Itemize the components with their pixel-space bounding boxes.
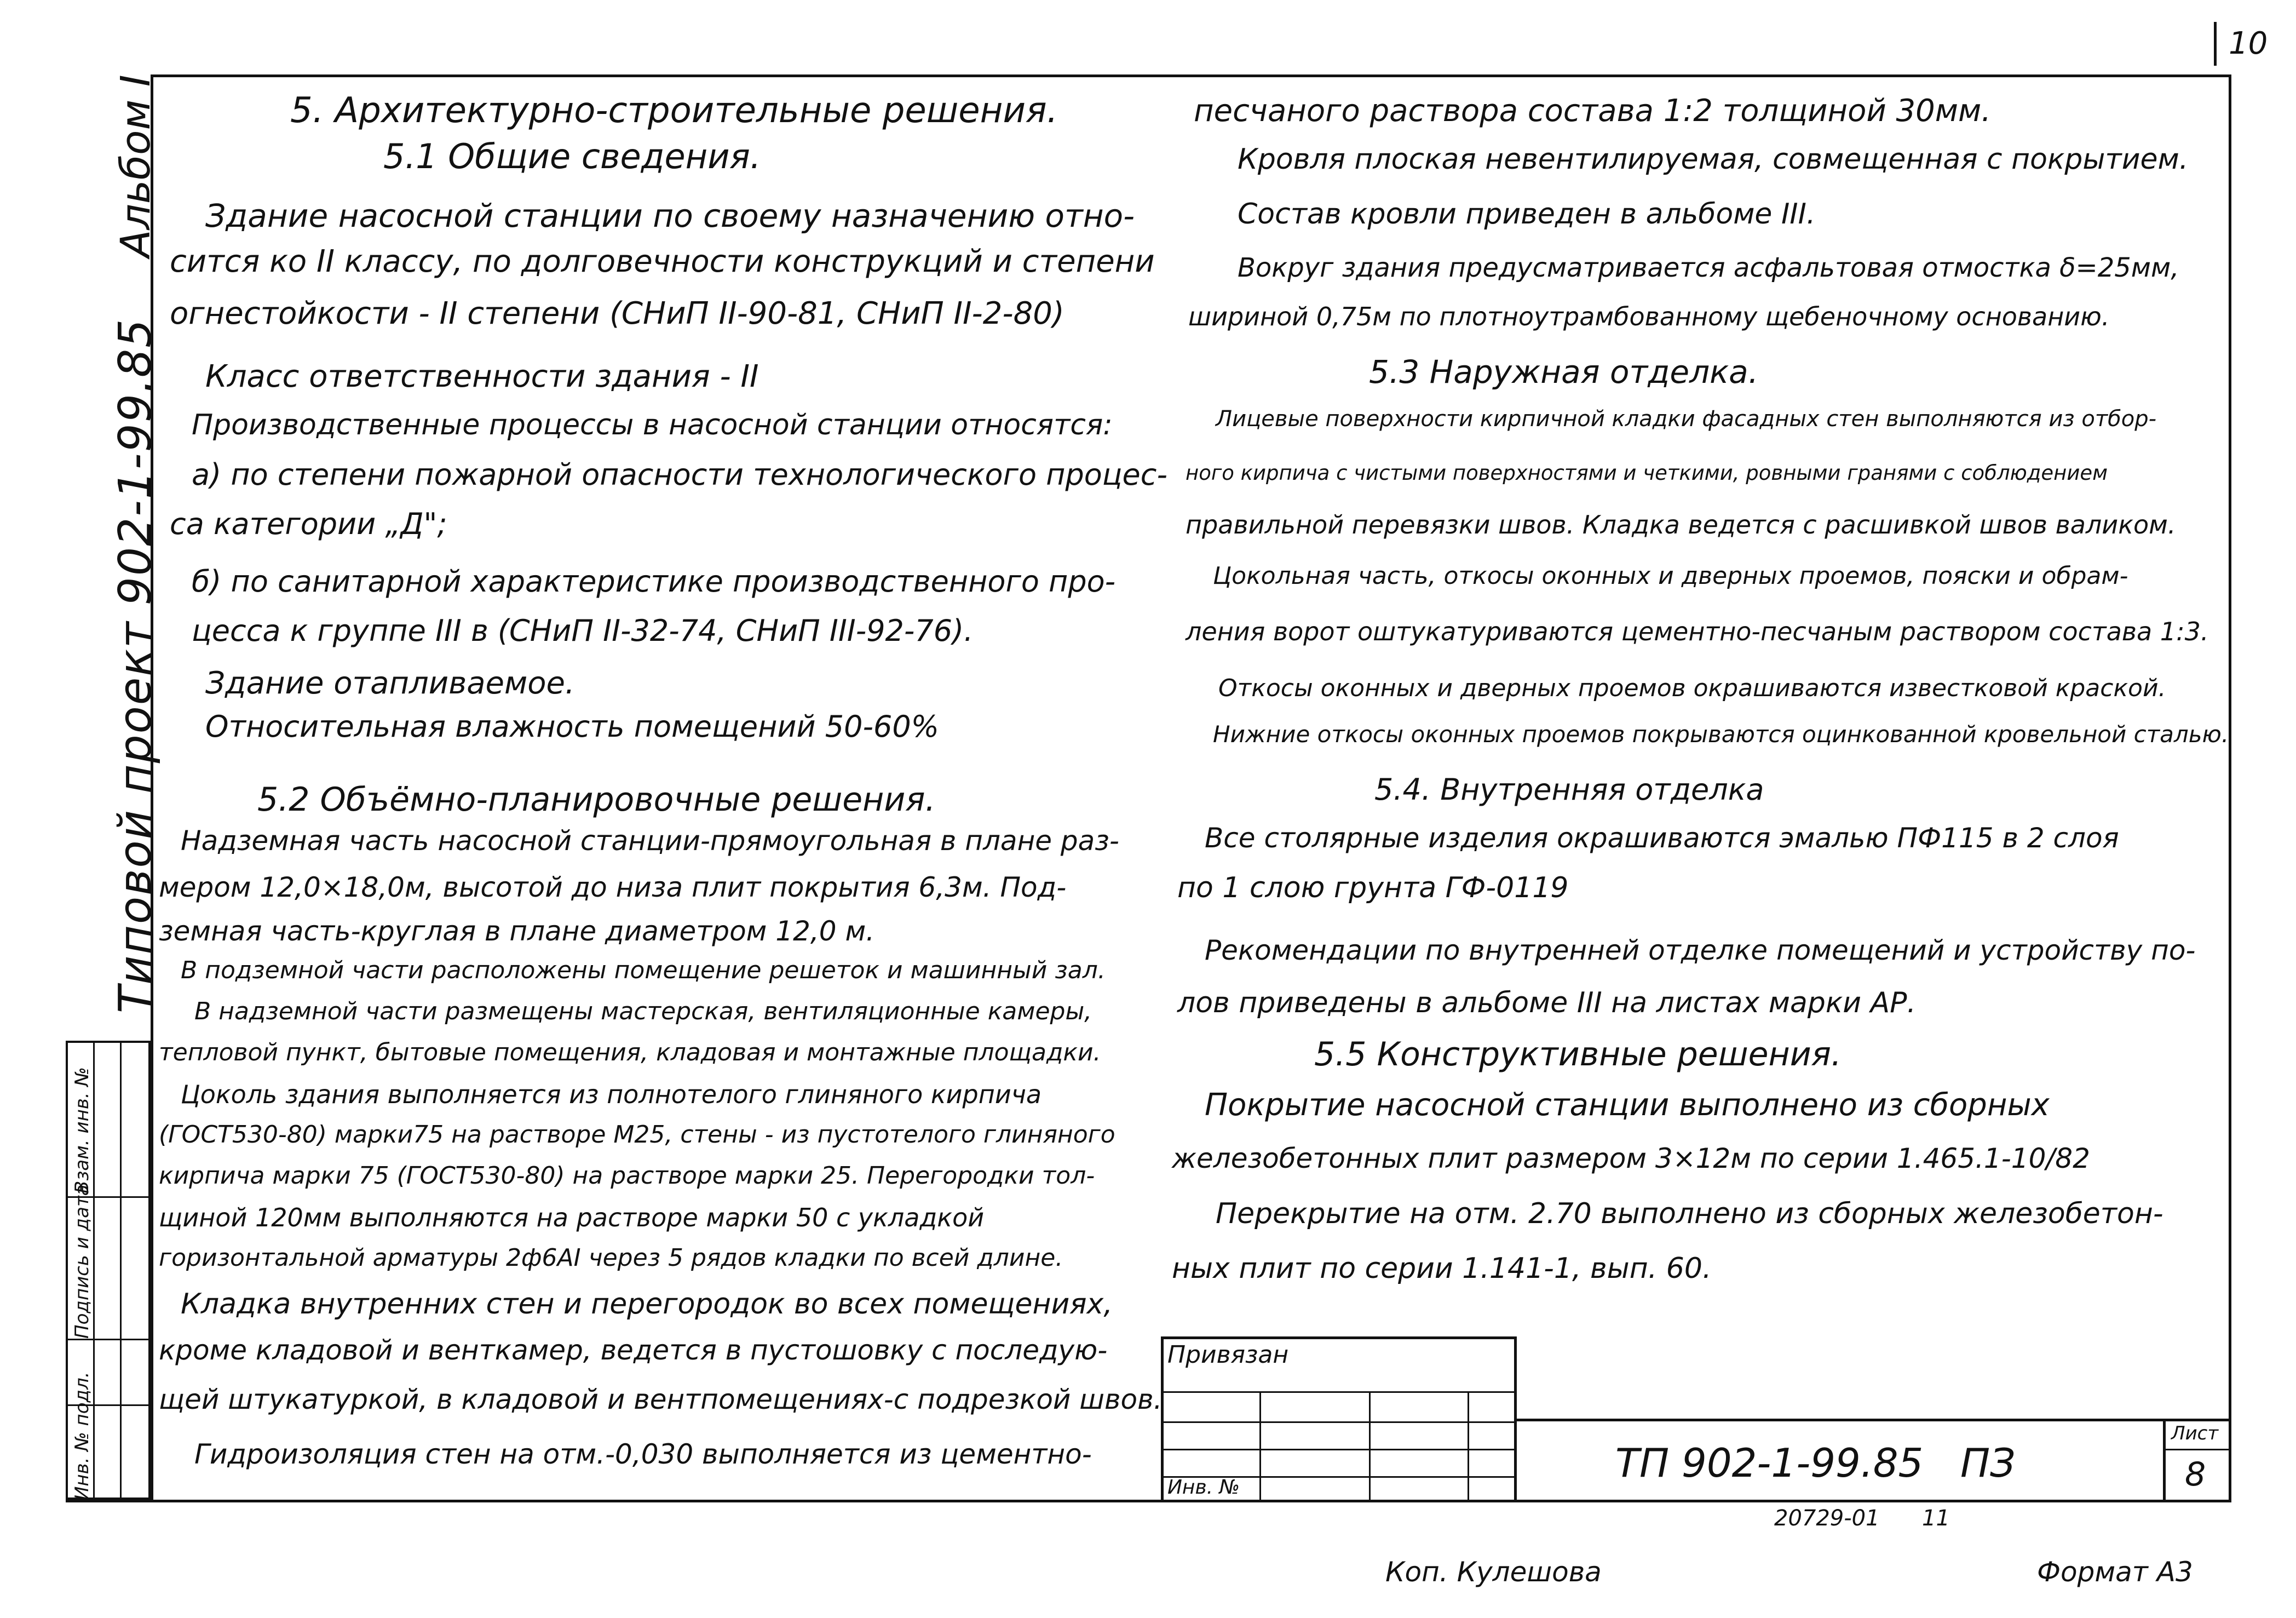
text-line: (ГОСТ530-80) марки75 на растворе М25, стены - из пустотелого глиняного: [159, 1121, 1115, 1149]
stamp-strip: [66, 1041, 151, 1500]
text-line: Кровля плоская невентилируемая, совмещенная с покрытием.: [1238, 143, 2189, 176]
heading-section-5: 5. Архитектурно-строительные решения.: [290, 90, 1058, 131]
copied-by: Коп. Кулешова: [1385, 1556, 1602, 1588]
text-line: Цоколь здания выполняется из полнотелого глиняного кирпича: [181, 1080, 1042, 1109]
text-line: ных плит по серии 1.141-1, вып. 60.: [1172, 1252, 1712, 1285]
stamp-inv-podl: Инв. № подл.: [71, 1372, 93, 1500]
text-line: Рекомендации по внутренней отделке помещений и устройству по-: [1205, 934, 2196, 966]
text-line: кирпича марки 75 (ГОСТ530-80) на растворе марки 25. Перегородки тол-: [159, 1162, 1095, 1190]
privyazan-label: Привязан: [1167, 1341, 1289, 1369]
text-line: ления ворот оштукатуриваются цементно-песчаным раствором состава 1:3.: [1186, 617, 2209, 646]
text-line: сится ко II классу, по долговечности конструкций и степени: [170, 244, 1155, 279]
text-line: по 1 слою грунта ГФ-0119: [1177, 871, 1569, 904]
text-line: Откосы оконных и дверных проемов окрашиваются известковой краской.: [1218, 674, 2166, 702]
text-line: щиной 120мм выполняются на растворе марки 50 с укладкой: [159, 1203, 985, 1232]
drawing-code: ТП 902-1-99.85: [1615, 1440, 1924, 1486]
document-type: ПЗ: [1960, 1440, 2016, 1486]
frame-right: [2229, 74, 2231, 1502]
text-line: цесса к группе III в (СНиП II-32-74, СНиП III-92-76).: [192, 613, 974, 648]
heading-5-4: 5.4. Внутренняя отделка: [1374, 772, 1764, 807]
text-line: Состав кровли приведен в альбоме III.: [1238, 198, 1816, 231]
text-line: б) по санитарной характеристике производственного про-: [192, 564, 1116, 599]
stamp-signature-date: Подпись и дата: [71, 1184, 93, 1339]
text-line: а) по степени пожарной опасности технологического процес-: [192, 457, 1167, 492]
text-line: лов приведены в альбоме III на листах марки АР.: [1177, 986, 1917, 1019]
sheet-number: 8: [2185, 1455, 2206, 1494]
text-line: тепловой пункт, бытовые помещения, кладовая и монтажные площадки.: [159, 1038, 1101, 1066]
text-line: Цокольная часть, откосы оконных и дверных проемов, пояски и обрам-: [1213, 562, 2128, 590]
inv-label: Инв. №: [1167, 1476, 1240, 1499]
heading-5-2: 5.2 Объёмно-планировочные решения.: [257, 781, 936, 819]
text-line: железобетонных плит размером 3×12м по серии 1.465.1-10/82: [1172, 1143, 2090, 1174]
text-line: са категории „Д";: [170, 507, 447, 541]
text-line: щей штукатуркой, в кладовой и вентпомещениях-с подрезкой швов.: [159, 1384, 1163, 1415]
text-line: Относительная влажность помещений 50-60%: [205, 709, 939, 744]
frame-top: [151, 74, 2231, 77]
page-number: 10: [2229, 26, 2268, 61]
text-line: ного кирпича с чистыми поверхностями и четкими, ровными гранями с соблюдением: [1186, 461, 2108, 485]
title-block: [1161, 1336, 2231, 1501]
stamp-vzam-inv: Взам. инв. №: [71, 1067, 93, 1194]
text-line: Нижние откосы оконных проемов покрываются оцинкованной кровельной сталью.: [1213, 721, 2229, 748]
text-line: мером 12,0×18,0м, высотой до низа плит покрытия 6,3м. Под-: [159, 871, 1067, 903]
text-line: кроме кладовой и венткамер, ведется в пустошовку с последую-: [159, 1334, 1108, 1366]
album-label: Альбом I: [112, 74, 159, 257]
text-line: Здание отапливаемое.: [205, 665, 575, 701]
text-line: Гидроизоляция стен на отм.-0,030 выполняется из цементно-: [194, 1438, 1092, 1470]
text-line: песчаного раствора состава 1:2 толщиной 30мм.: [1194, 93, 1992, 129]
text-line: правильной перевязки швов. Кладка ведется с расшивкой швов валиком.: [1186, 510, 2176, 540]
text-line: огнестойкости - II степени (СНиП II-90-81, СНиП II-2-80): [170, 296, 1064, 331]
paper-format: Формат А3: [2037, 1556, 2193, 1588]
heading-5-1: 5.1 Общие сведения.: [383, 136, 761, 176]
text-line: Кладка внутренних стен и перегородок во всех помещениях,: [181, 1288, 1113, 1321]
text-line: Здание насосной станции по своему назначению отно-: [205, 197, 1135, 234]
text-line: земная часть-круглая в плане диаметром 12,0 м.: [159, 915, 875, 947]
page-number-divider: [2214, 22, 2217, 66]
text-line: Класс ответственности здания - II: [205, 359, 759, 394]
text-line: Покрытие насосной станции выполнено из сборных: [1205, 1087, 2050, 1123]
heading-5-3: 5.3 Наружная отделка.: [1369, 353, 1759, 391]
text-line: Надземная часть насосной станции-прямоугольная в плане раз-: [181, 825, 1119, 857]
project-label: Типовой проект 902-1-99.85: [110, 318, 162, 1013]
heading-5-5: 5.5 Конструктивные решения.: [1314, 1035, 1842, 1074]
text-line: Производственные процессы в насосной станции относятся:: [192, 409, 1113, 441]
text-line: В подземной части расположены помещение решеток и машинный зал.: [181, 956, 1106, 984]
text-line: В надземной части размещены мастерская, вентиляционные камеры,: [194, 997, 1092, 1025]
text-line: горизонтальной арматуры 2ф6АI через 5 рядов кладки по всей длине.: [159, 1244, 1063, 1272]
text-line: Лицевые поверхности кирпичной кладки фасадных стен выполняются из отбор-: [1216, 406, 2157, 432]
text-line: Вокруг здания предусматривается асфальтовая отмостка δ=25мм,: [1238, 253, 2179, 283]
sheet-label: Лист: [2171, 1422, 2219, 1444]
text-line: Все столярные изделия окрашиваются эмалью ПФ115 в 2 слоя: [1205, 822, 2119, 854]
text-line: Перекрытие на отм. 2.70 выполнено из сборных железобетон-: [1216, 1197, 2163, 1230]
order-number: 20729-01: [1774, 1506, 1880, 1531]
order-suffix: 11: [1922, 1506, 1950, 1531]
text-line: шириной 0,75м по плотноутрамбованному щебеночному основанию.: [1188, 302, 2110, 331]
